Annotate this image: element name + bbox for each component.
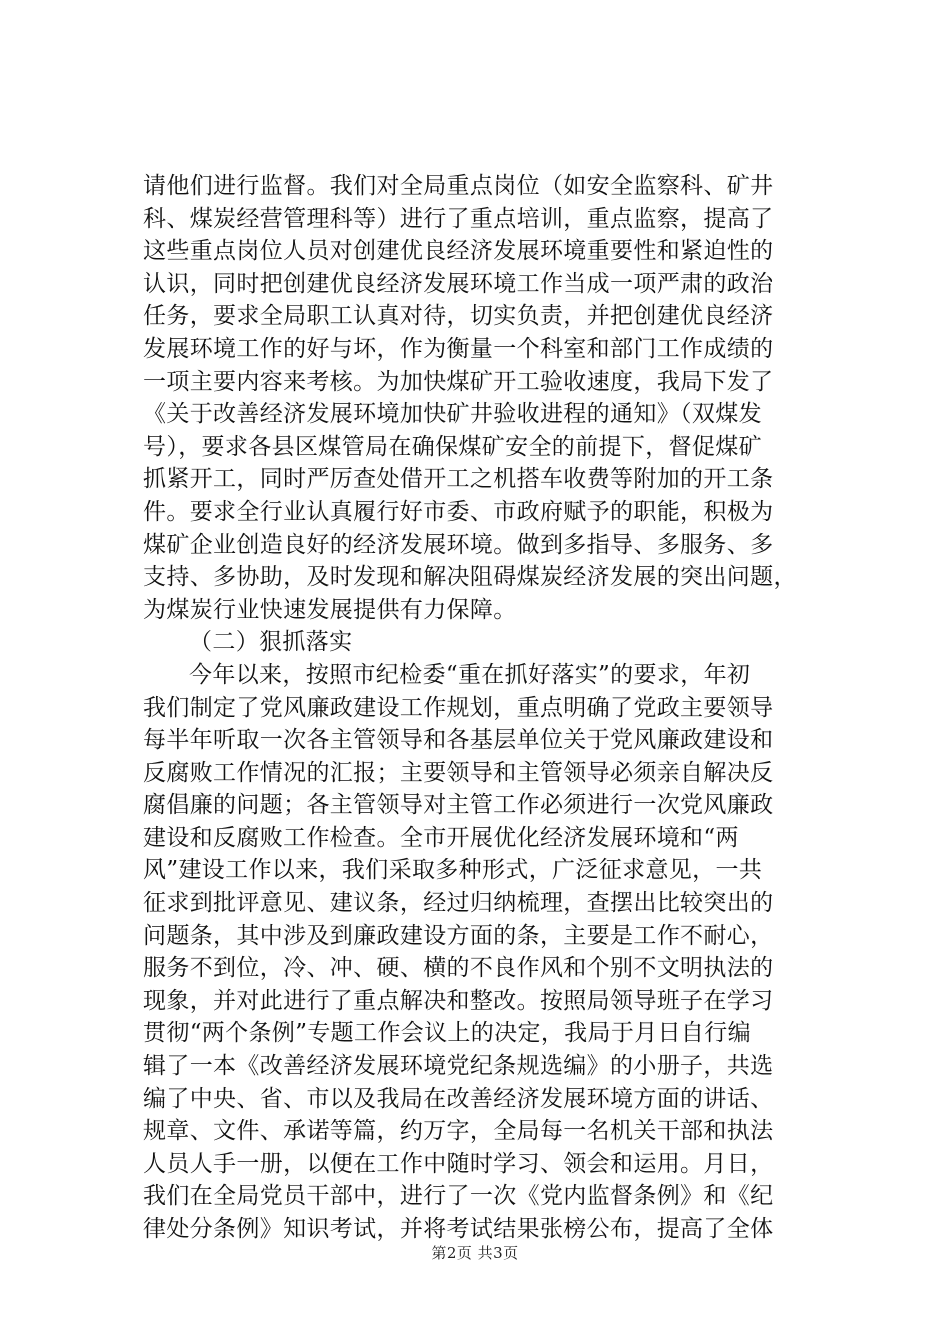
text-line: 每半年听取一次各主管领导和各基层单位关于党风廉政建设和: [143, 727, 774, 754]
text-line: 支持、多协助，及时发现和解决阻碍煤炭经济发展的突出问题，: [143, 564, 797, 591]
text-line: 发展环境工作的好与坏，作为衡量一个科室和部门工作成绩的: [143, 335, 774, 362]
text-line: 编了中央、省、市以及我局在改善经济发展环境方面的讲话、: [143, 1085, 774, 1112]
text-line: 煤矿企业创造良好的经济发展环境。做到多指导、多服务、多: [143, 531, 774, 558]
text-line: 我们在全局党员干部中，进行了一次《党内监督条例》和《纪: [143, 1183, 774, 1210]
text-line: 腐倡廉的问题；各主管领导对主管工作必须进行一次党风廉政: [143, 792, 774, 819]
document-body: [143, 170, 807, 1246]
text-line: 科、煤炭经营管理科等）进行了重点培训，重点监察，提高了: [143, 205, 774, 232]
text-line: 辑了一本《改善经济发展环境党纪条规选编》的小册子，共选: [143, 1053, 774, 1080]
text-line: 反腐败工作情况的汇报；主要领导和主管领导必须亲自解决反: [143, 759, 774, 786]
section-heading: （二）狠抓落实: [189, 629, 353, 656]
text-line: 为煤炭行业快速发展提供有力保障。: [143, 596, 517, 623]
text-line: 现象，并对此进行了重点解决和整改。按照局领导班子在学习: [143, 987, 774, 1014]
text-line: 风”建设工作以来，我们采取多种形式，广泛征求意见，一共: [143, 857, 763, 884]
text-line: 件。要求全行业认真履行好市委、市政府赋予的职能，积极为: [143, 498, 774, 525]
text-line: 今年以来，按照市纪检委“重在抓好落实”的要求，年初: [189, 661, 751, 688]
text-line: 贯彻“两个条例”专题工作会议上的决定，我局于月日自行编: [143, 1020, 751, 1047]
text-line: 建设和反腐败工作检查。全市开展优化经济发展环境和“两: [143, 824, 739, 851]
text-line: 问题条，其中涉及到廉政建设方面的条，主要是工作不耐心，: [143, 922, 774, 949]
text-line: 这些重点岗位人员对创建优良经济发展环境重要性和紧迫性的: [143, 238, 774, 265]
text-line: 规章、文件、承诺等篇，约万字，全局每一名机关干部和执法: [143, 1118, 774, 1145]
text-line: 一项主要内容来考核。为加快煤矿开工验收速度，我局下发了: [143, 368, 774, 395]
text-line: 人员人手一册，以便在工作中随时学习、领会和运用。月日，: [143, 1150, 774, 1177]
text-line: 请他们进行监督。我们对全局重点岗位（如安全监察科、矿井: [143, 173, 774, 199]
page-footer: 第2页 共3页: [431, 1244, 519, 1262]
text-line: 律处分条例》知识考试，并将考试结果张榜公布，提高了全体: [143, 1216, 774, 1242]
text-line: 《关于改善经济发展环境加快矿井验收进程的通知》（双煤发: [143, 401, 762, 428]
text-line: 号），要求各县区煤管局在确保煤矿安全的前提下，督促煤矿: [143, 433, 762, 460]
text-line: 抓紧开工，同时严厉查处借开工之机搭车收费等附加的开工条: [143, 466, 774, 493]
text-line: 服务不到位，冷、冲、硬、横的不良作风和个别不文明执法的: [143, 955, 774, 982]
text-line: 我们制定了党风廉政建设工作规划，重点明确了党政主要领导: [143, 694, 774, 721]
text-line: 任务，要求全局职工认真对待，切实负责，并把创建优良经济: [143, 303, 774, 330]
text-line: 认识，同时把创建优良经济发展环境工作当成一项严肃的政治: [143, 270, 774, 297]
text-line: 征求到批评意见、建议条，经过归纳梳理，查摆出比较突出的: [143, 890, 774, 917]
